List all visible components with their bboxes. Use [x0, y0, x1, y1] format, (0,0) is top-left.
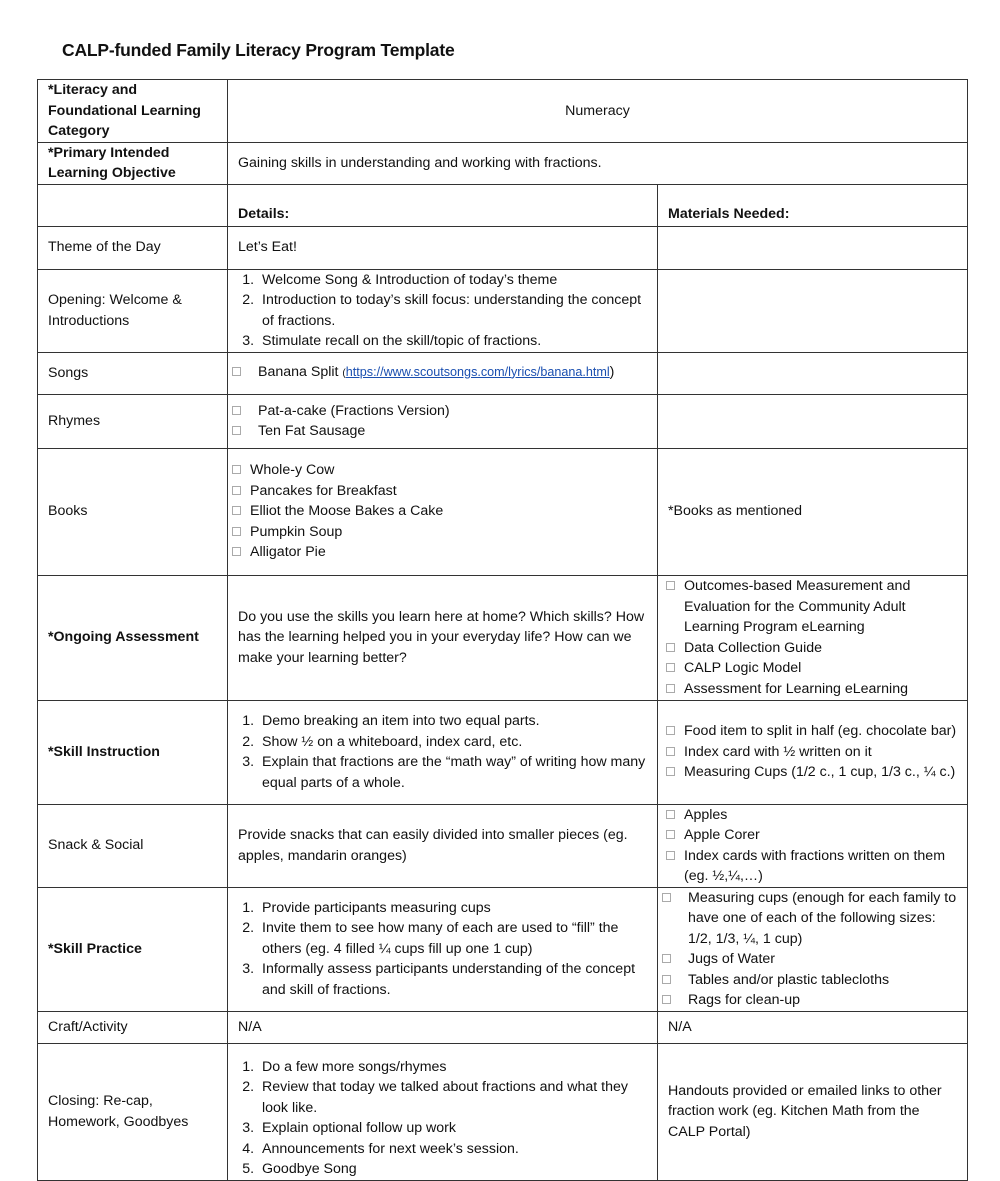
checkbox-icon[interactable] [662, 893, 671, 902]
opening-item: 1. Welcome Song & Introduction of today’s theme [258, 270, 647, 291]
song-title: Banana Split [258, 363, 339, 380]
rhymes-list [232, 401, 647, 442]
book-title: Pumpkin Soup [250, 523, 343, 540]
rhyme-title: Pat-a-cake (Fractions Version) [258, 402, 450, 419]
material-item [666, 638, 957, 659]
opening-materials [658, 269, 968, 352]
craft-materials: N/A [658, 1011, 968, 1043]
checkbox-icon[interactable] [666, 643, 675, 652]
checkbox-icon[interactable] [232, 506, 241, 515]
checkbox-icon[interactable] [232, 426, 241, 435]
material-item [666, 679, 957, 700]
snack-details: Provide snacks that can easily divided into smaller pieces (eg. apples, mandarin oranges) [228, 804, 658, 887]
link-close-paren: ) [609, 363, 615, 380]
instruction-materials-list [666, 721, 957, 783]
opening-item: 2. Introduction to today’s skill focus: understanding the concept of fractions. [258, 290, 647, 331]
craft-label: Craft/Activity [38, 1011, 228, 1043]
material-text: Index card with ½ written on it [684, 743, 872, 760]
opening-item: 3. Stimulate recall on the skill/topic of fractions. [258, 331, 647, 352]
assessment-details: Do you use the skills you learn here at home? Which skills? How has the learning helped you in your everyday life? How can we make your learning better? [228, 575, 658, 700]
songs-details [228, 352, 658, 394]
material-item [666, 762, 957, 783]
material-text: Apples [684, 806, 728, 823]
material-text: Tables and/or plastic tablecloths [688, 971, 890, 988]
checkbox-icon[interactable] [232, 527, 241, 536]
theme-label: Theme of the Day [38, 226, 228, 269]
assessment-row [38, 575, 968, 700]
objective-row [38, 142, 968, 184]
material-text: Assessment for Learning eLearning [684, 680, 908, 697]
book-item [232, 542, 647, 563]
objective-value: Gaining skills in understanding and working with fractions. [228, 142, 968, 184]
material-text: Rags for clean-up [688, 992, 800, 1008]
closing-list [234, 1057, 647, 1180]
song-link[interactable]: https://www.scoutsongs.com/lyrics/banana.html [345, 364, 610, 379]
opening-details [228, 269, 658, 352]
column-header-row [38, 184, 968, 226]
book-title: Pancakes for Breakfast [250, 482, 397, 499]
snack-row [38, 804, 968, 887]
practice-materials [658, 887, 968, 1011]
songs-label: Songs [38, 352, 228, 394]
theme-materials [658, 226, 968, 269]
rhyme-item [232, 401, 647, 422]
rhymes-materials [658, 394, 968, 448]
closing-materials: Handouts provided or emailed links to other fraction work (eg. Kitchen Math from the CALP Portal) [658, 1043, 968, 1180]
closing-item: 2. Review that today we talked about fractions and what they look like. [258, 1077, 647, 1118]
opening-label: Opening: Welcome & Introductions [38, 269, 228, 352]
book-item [232, 460, 647, 481]
practice-row [38, 887, 968, 1011]
practice-materials-list [662, 888, 957, 1011]
material-item [666, 576, 957, 638]
checkbox-icon[interactable] [232, 367, 241, 376]
material-item [666, 742, 957, 763]
material-text: Measuring Cups (1/2 c., 1 cup, 1/3 c., ¼ c.) [684, 764, 956, 781]
checkbox-icon[interactable] [666, 767, 675, 776]
practice-list [234, 898, 647, 1001]
checkbox-icon[interactable] [666, 851, 675, 860]
instruction-label: *Skill Instruction [38, 700, 228, 804]
material-item [662, 888, 957, 950]
assessment-materials [658, 575, 968, 700]
practice-item: 3. Informally assess participants understanding of the concept and skill of fractions. [258, 959, 647, 1000]
checkbox-icon[interactable] [666, 830, 675, 839]
craft-details: N/A [228, 1011, 658, 1043]
books-list [232, 460, 647, 563]
material-text: Food item to split in half (eg. chocolate bar) [684, 723, 957, 740]
book-item [232, 522, 647, 543]
rhymes-label: Rhymes [38, 394, 228, 448]
instruction-list [234, 711, 647, 793]
checkbox-icon[interactable] [666, 684, 675, 693]
book-item [232, 501, 647, 522]
checkbox-icon[interactable] [662, 954, 671, 963]
instruction-item: 1. Demo breaking an item into two equal parts. [258, 711, 647, 732]
document-title: CALP-funded Family Literacy Program Template [62, 40, 455, 60]
materials-header: Materials Needed: [658, 184, 968, 226]
instruction-item: 3. Explain that fractions are the “math way” of writing how many equal parts of a whole. [258, 752, 647, 793]
instruction-materials [658, 700, 968, 804]
checkbox-icon[interactable] [662, 995, 671, 1004]
checkbox-icon[interactable] [666, 581, 675, 590]
empty-header-cell [38, 184, 228, 226]
checkbox-icon[interactable] [232, 547, 241, 556]
snack-materials-list [666, 805, 957, 887]
checkbox-icon[interactable] [662, 975, 671, 984]
song-item [232, 362, 647, 385]
material-text: Apple Corer [684, 827, 760, 843]
material-text: Outcomes-based Measurement and Evaluation for the Community Adult Learning Program eLearning [684, 578, 911, 635]
opening-list [234, 270, 647, 352]
material-text: Index cards with fractions written on them (eg. ½,¼,…) [684, 847, 946, 884]
material-text: Measuring cups (enough for each family to have one of each of the following sizes: 1/2, 1/3, ¼, 1 cup) [688, 889, 957, 947]
practice-item: 1. Provide participants measuring cups [258, 898, 647, 919]
details-header: Details: [228, 184, 658, 226]
checkbox-icon[interactable] [666, 810, 675, 819]
book-title: Whole-y Cow [250, 462, 335, 479]
material-item [662, 990, 957, 1011]
songs-list [232, 362, 647, 385]
book-item [232, 481, 647, 502]
program-template-table [37, 79, 968, 1181]
checkbox-icon[interactable] [666, 726, 675, 735]
category-row [38, 80, 968, 143]
checkbox-icon[interactable] [666, 747, 675, 756]
material-item [662, 970, 957, 991]
closing-row [38, 1043, 968, 1180]
practice-item: 2. Invite them to see how many of each are used to “fill” the others (eg. 4 filled ¼ cups fill up one 1 cup) [258, 918, 647, 959]
material-item [666, 846, 957, 887]
checkbox-icon[interactable] [232, 465, 241, 474]
checkbox-icon[interactable] [666, 663, 675, 672]
theme-details: Let’s Eat! [228, 226, 658, 269]
material-item [666, 825, 957, 846]
opening-row [38, 269, 968, 352]
instruction-row [38, 700, 968, 804]
snack-materials [658, 804, 968, 887]
craft-row [38, 1011, 968, 1043]
rhymes-row [38, 394, 968, 448]
checkbox-icon[interactable] [232, 486, 241, 495]
snack-label: Snack & Social [38, 804, 228, 887]
assessment-label: *Ongoing Assessment [38, 575, 228, 700]
objective-label: *Primary Intended Learning Objective [38, 142, 228, 184]
category-label: *Literacy and Foundational Learning Category [38, 80, 228, 143]
closing-item: 3. Explain optional follow up work [258, 1118, 647, 1139]
books-materials: *Books as mentioned [658, 448, 968, 575]
books-row [38, 448, 968, 575]
checkbox-icon[interactable] [232, 406, 241, 415]
books-details [228, 448, 658, 575]
closing-label: Closing: Re-cap, Homework, Goodbyes [38, 1043, 228, 1180]
songs-materials [658, 352, 968, 394]
closing-item: 5. Goodbye Song [258, 1159, 647, 1180]
material-text: CALP Logic Model [684, 660, 802, 676]
book-title: Alligator Pie [250, 544, 326, 561]
practice-label: *Skill Practice [38, 887, 228, 1011]
material-item [666, 658, 957, 679]
books-label: Books [38, 448, 228, 575]
rhymes-details [228, 394, 658, 448]
link-open-paren: ( [342, 367, 346, 379]
assessment-materials-list [666, 576, 957, 699]
material-item [666, 805, 957, 826]
material-text: Jugs of Water [688, 951, 775, 967]
book-title: Elliot the Moose Bakes a Cake [250, 503, 444, 520]
category-value: Numeracy [228, 80, 968, 143]
instruction-details [228, 700, 658, 804]
closing-item: 4. Announcements for next week’s session. [258, 1139, 647, 1160]
closing-details [228, 1043, 658, 1180]
rhyme-title: Ten Fat Sausage [258, 423, 366, 439]
theme-row [38, 226, 968, 269]
material-item [666, 721, 957, 742]
closing-item: 1. Do a few more songs/rhymes [258, 1057, 647, 1078]
practice-details [228, 887, 658, 1011]
material-item [662, 949, 957, 970]
songs-row [38, 352, 968, 394]
material-text: Data Collection Guide [684, 639, 823, 656]
rhyme-item [232, 421, 647, 442]
instruction-item: 2. Show ½ on a whiteboard, index card, etc. [258, 732, 647, 753]
